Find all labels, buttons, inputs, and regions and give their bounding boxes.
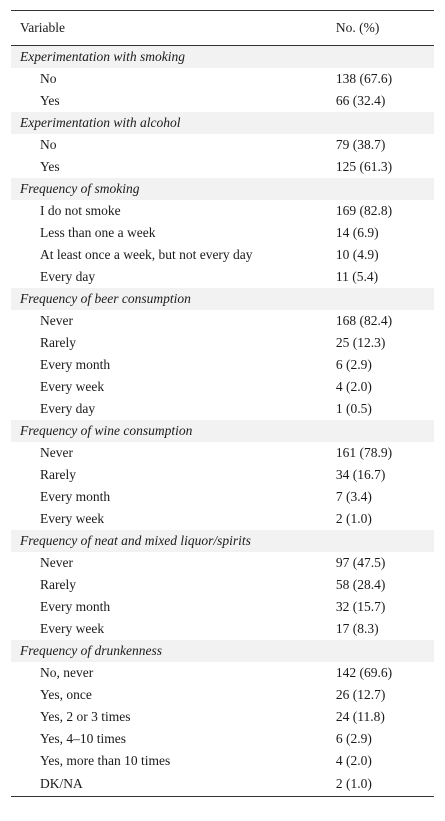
table-row [11, 684, 434, 706]
table-body [11, 46, 434, 797]
row-value: 11 (5.4) [335, 269, 379, 284]
row-label: Every day [40, 269, 96, 284]
table-row [11, 90, 434, 112]
row-label: Rarely [40, 577, 76, 592]
table-row [11, 772, 434, 797]
row-value: 26 (12.7) [335, 687, 386, 702]
row-label: Rarely [40, 335, 76, 350]
row-label: At least once a week, but not every day [40, 247, 253, 262]
table-row [11, 354, 434, 376]
row-label: Yes, once [40, 687, 92, 702]
table-row [11, 596, 434, 618]
row-value: 6 (2.9) [335, 357, 372, 372]
row-value: 169 (82.8) [335, 203, 393, 218]
row-value: 168 (82.4) [335, 313, 393, 328]
table-row [11, 442, 434, 464]
row-value: 161 (78.9) [335, 445, 393, 460]
row-label: I do not smoke [40, 203, 121, 218]
row-value: 1 (0.5) [335, 401, 372, 416]
row-value: 2 (1.0) [335, 511, 372, 526]
group-title: Frequency of beer consumption [11, 288, 434, 310]
row-value: 25 (12.3) [335, 335, 386, 350]
table-row [11, 750, 434, 772]
row-label: Yes [40, 159, 60, 174]
row-label: Every week [40, 621, 105, 636]
row-label: Yes [40, 93, 60, 108]
row-value: 66 (32.4) [335, 93, 386, 108]
table-row [11, 222, 434, 244]
row-label: Rarely [40, 467, 76, 482]
group-title: Frequency of drunkenness [11, 640, 434, 662]
table-row [11, 706, 434, 728]
row-value: 7 (3.4) [335, 489, 372, 504]
table-row [11, 486, 434, 508]
row-label: Yes, 2 or 3 times [40, 709, 131, 724]
table-row [11, 134, 434, 156]
table-row [11, 200, 434, 222]
row-label: Every month [40, 357, 111, 372]
row-value: 2 (1.0) [336, 772, 434, 797]
table-row [11, 332, 434, 354]
row-value: 4 (2.0) [335, 379, 372, 394]
header-variable: Variable [11, 11, 336, 46]
group-title: Frequency of wine consumption [11, 420, 434, 442]
table-row [11, 508, 434, 530]
group-title: Frequency of smoking [11, 178, 434, 200]
group-title: Experimentation with smoking [11, 46, 434, 69]
group-header-row [11, 112, 434, 134]
row-label: Every week [40, 379, 105, 394]
row-label: Every month [40, 599, 111, 614]
row-label: No [40, 137, 57, 152]
group-header-row [11, 288, 434, 310]
table-row [11, 398, 434, 420]
row-value: 6 (2.9) [335, 731, 372, 746]
group-title: Experimentation with alcohol [11, 112, 434, 134]
group-header-row [11, 46, 434, 69]
row-value: 58 (28.4) [335, 577, 386, 592]
table-row [11, 244, 434, 266]
row-label: Every day [40, 401, 96, 416]
table-row [11, 310, 434, 332]
row-label: Every month [40, 489, 111, 504]
row-label: Every week [40, 511, 105, 526]
row-value: 34 (16.7) [335, 467, 386, 482]
row-label: Never [40, 555, 73, 570]
data-table [11, 10, 434, 797]
group-header-row [11, 530, 434, 552]
row-value: 24 (11.8) [335, 709, 385, 724]
row-label: No [40, 71, 57, 86]
group-header-row [11, 420, 434, 442]
table-row [11, 68, 434, 90]
table-row [11, 662, 434, 684]
group-header-row [11, 178, 434, 200]
row-value: 142 (69.6) [335, 665, 393, 680]
table-row [11, 156, 434, 178]
table-row [11, 728, 434, 750]
table-row [11, 574, 434, 596]
row-value: 17 (8.3) [335, 621, 379, 636]
row-label: Less than one a week [40, 225, 156, 240]
row-value: 138 (67.6) [335, 71, 393, 86]
table-row [11, 552, 434, 574]
row-value: 79 (38.7) [335, 137, 386, 152]
row-label: No, never [40, 665, 94, 680]
group-header-row [11, 640, 434, 662]
row-value: 97 (47.5) [335, 555, 386, 570]
table-header-row [11, 11, 434, 46]
row-value: 125 (61.3) [335, 159, 393, 174]
row-label: Never [40, 313, 73, 328]
row-value: 14 (6.9) [335, 225, 379, 240]
row-label: Yes, more than 10 times [40, 753, 171, 768]
row-value: 32 (15.7) [335, 599, 386, 614]
row-label: Yes, 4–10 times [40, 731, 127, 746]
data-table-container [11, 10, 434, 797]
row-label: DK/NA [11, 772, 336, 797]
table-row [11, 376, 434, 398]
header-count: No. (%) [336, 11, 434, 46]
row-label: Never [40, 445, 73, 460]
table-row [11, 464, 434, 486]
row-value: 4 (2.0) [335, 753, 372, 768]
row-value: 10 (4.9) [335, 247, 379, 262]
group-title: Frequency of neat and mixed liquor/spirits [11, 530, 434, 552]
table-row [11, 266, 434, 288]
table-row [11, 618, 434, 640]
